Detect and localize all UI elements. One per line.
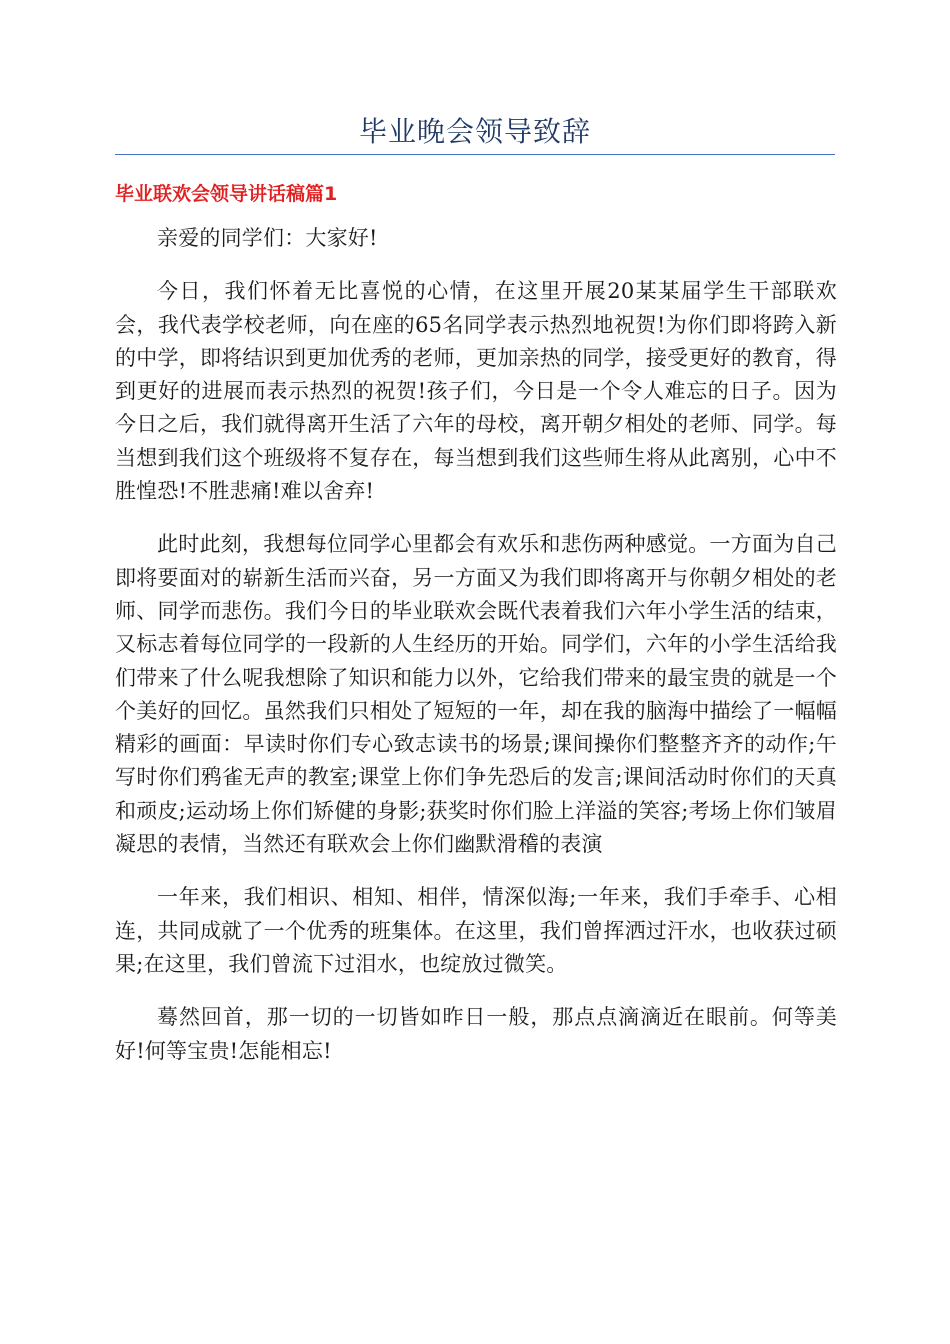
paragraph: 蓦然回首，那一切的一切皆如昨日一般，那点点滴滴近在眼前。何等美好!何等宝贵!怎能相忘! xyxy=(115,1005,837,1063)
paragraph-greeting: 亲爱的同学们：大家好! xyxy=(157,226,378,250)
title-divider xyxy=(115,154,835,155)
paragraph: 此时此刻，我想每位同学心里都会有欢乐和悲伤两种感觉。一方面为自己即将要面对的崭新生活而兴奋，另一方面又为我们即将离开与你朝夕相处的老师、同学而悲伤。我们今日的毕业联欢会既代表着我们六年小学生活的结束，又标志着每位同学的一段新的人生经历的开始。同学们，六年的小学生活给我们带来了什么呢我想除了知识和能力以外，它给我们带来的最宝贵的就是一个个美好的回忆。虽然我们只相处了短短的一年，却在我的脑海中描绘了一幅幅精彩的画面：早读时你们专心致志读书的场景;课间操你们整整齐齐的动作;午写时你们鸦雀无声的教室;课堂上你们争先恐后的发言;课间活动时你们的天真和顽皮;运动场上你们矫健的身影;获奖时你们脸上洋溢的笑容;考场上你们皱眉凝思的表情，当然还有联欢会上你们幽默滑稽的表演 xyxy=(115,532,837,857)
document-body xyxy=(115,222,837,1088)
paragraph: 一年来，我们相识、相知、相伴，情深似海;一年来，我们手牵手、心相连，共同成就了一个优秀的班集体。在这里，我们曾挥洒过汗水，也收获过硕果;在这里，我们曾流下过泪水，也绽放过微笑。 xyxy=(115,885,837,976)
section-heading: 毕业联欢会领导讲话稿篇1 xyxy=(115,183,338,205)
paragraph: 今日，我们怀着无比喜悦的心情，在这里开展20某某届学生干部联欢会，我代表学校老师，向在座的65名同学表示热烈地祝贺!为你们即将跨入新的中学，即将结识到更加优秀的老师，更加亲热的同学，接受更好的教育，得到更好的进展而表示热烈的祝贺!孩子们，今日是一个令人难忘的日子。因为今日之后，我们就得离开生活了六年的母校，离开朝夕相处的老师、同学。每当想到我们这个班级将不复存在，每当想到我们这些师生将从此离别，心中不胜惶恐!不胜悲痛!难以舍弃! xyxy=(115,279,837,504)
document-title: 毕业晚会领导致辞 xyxy=(358,115,591,148)
